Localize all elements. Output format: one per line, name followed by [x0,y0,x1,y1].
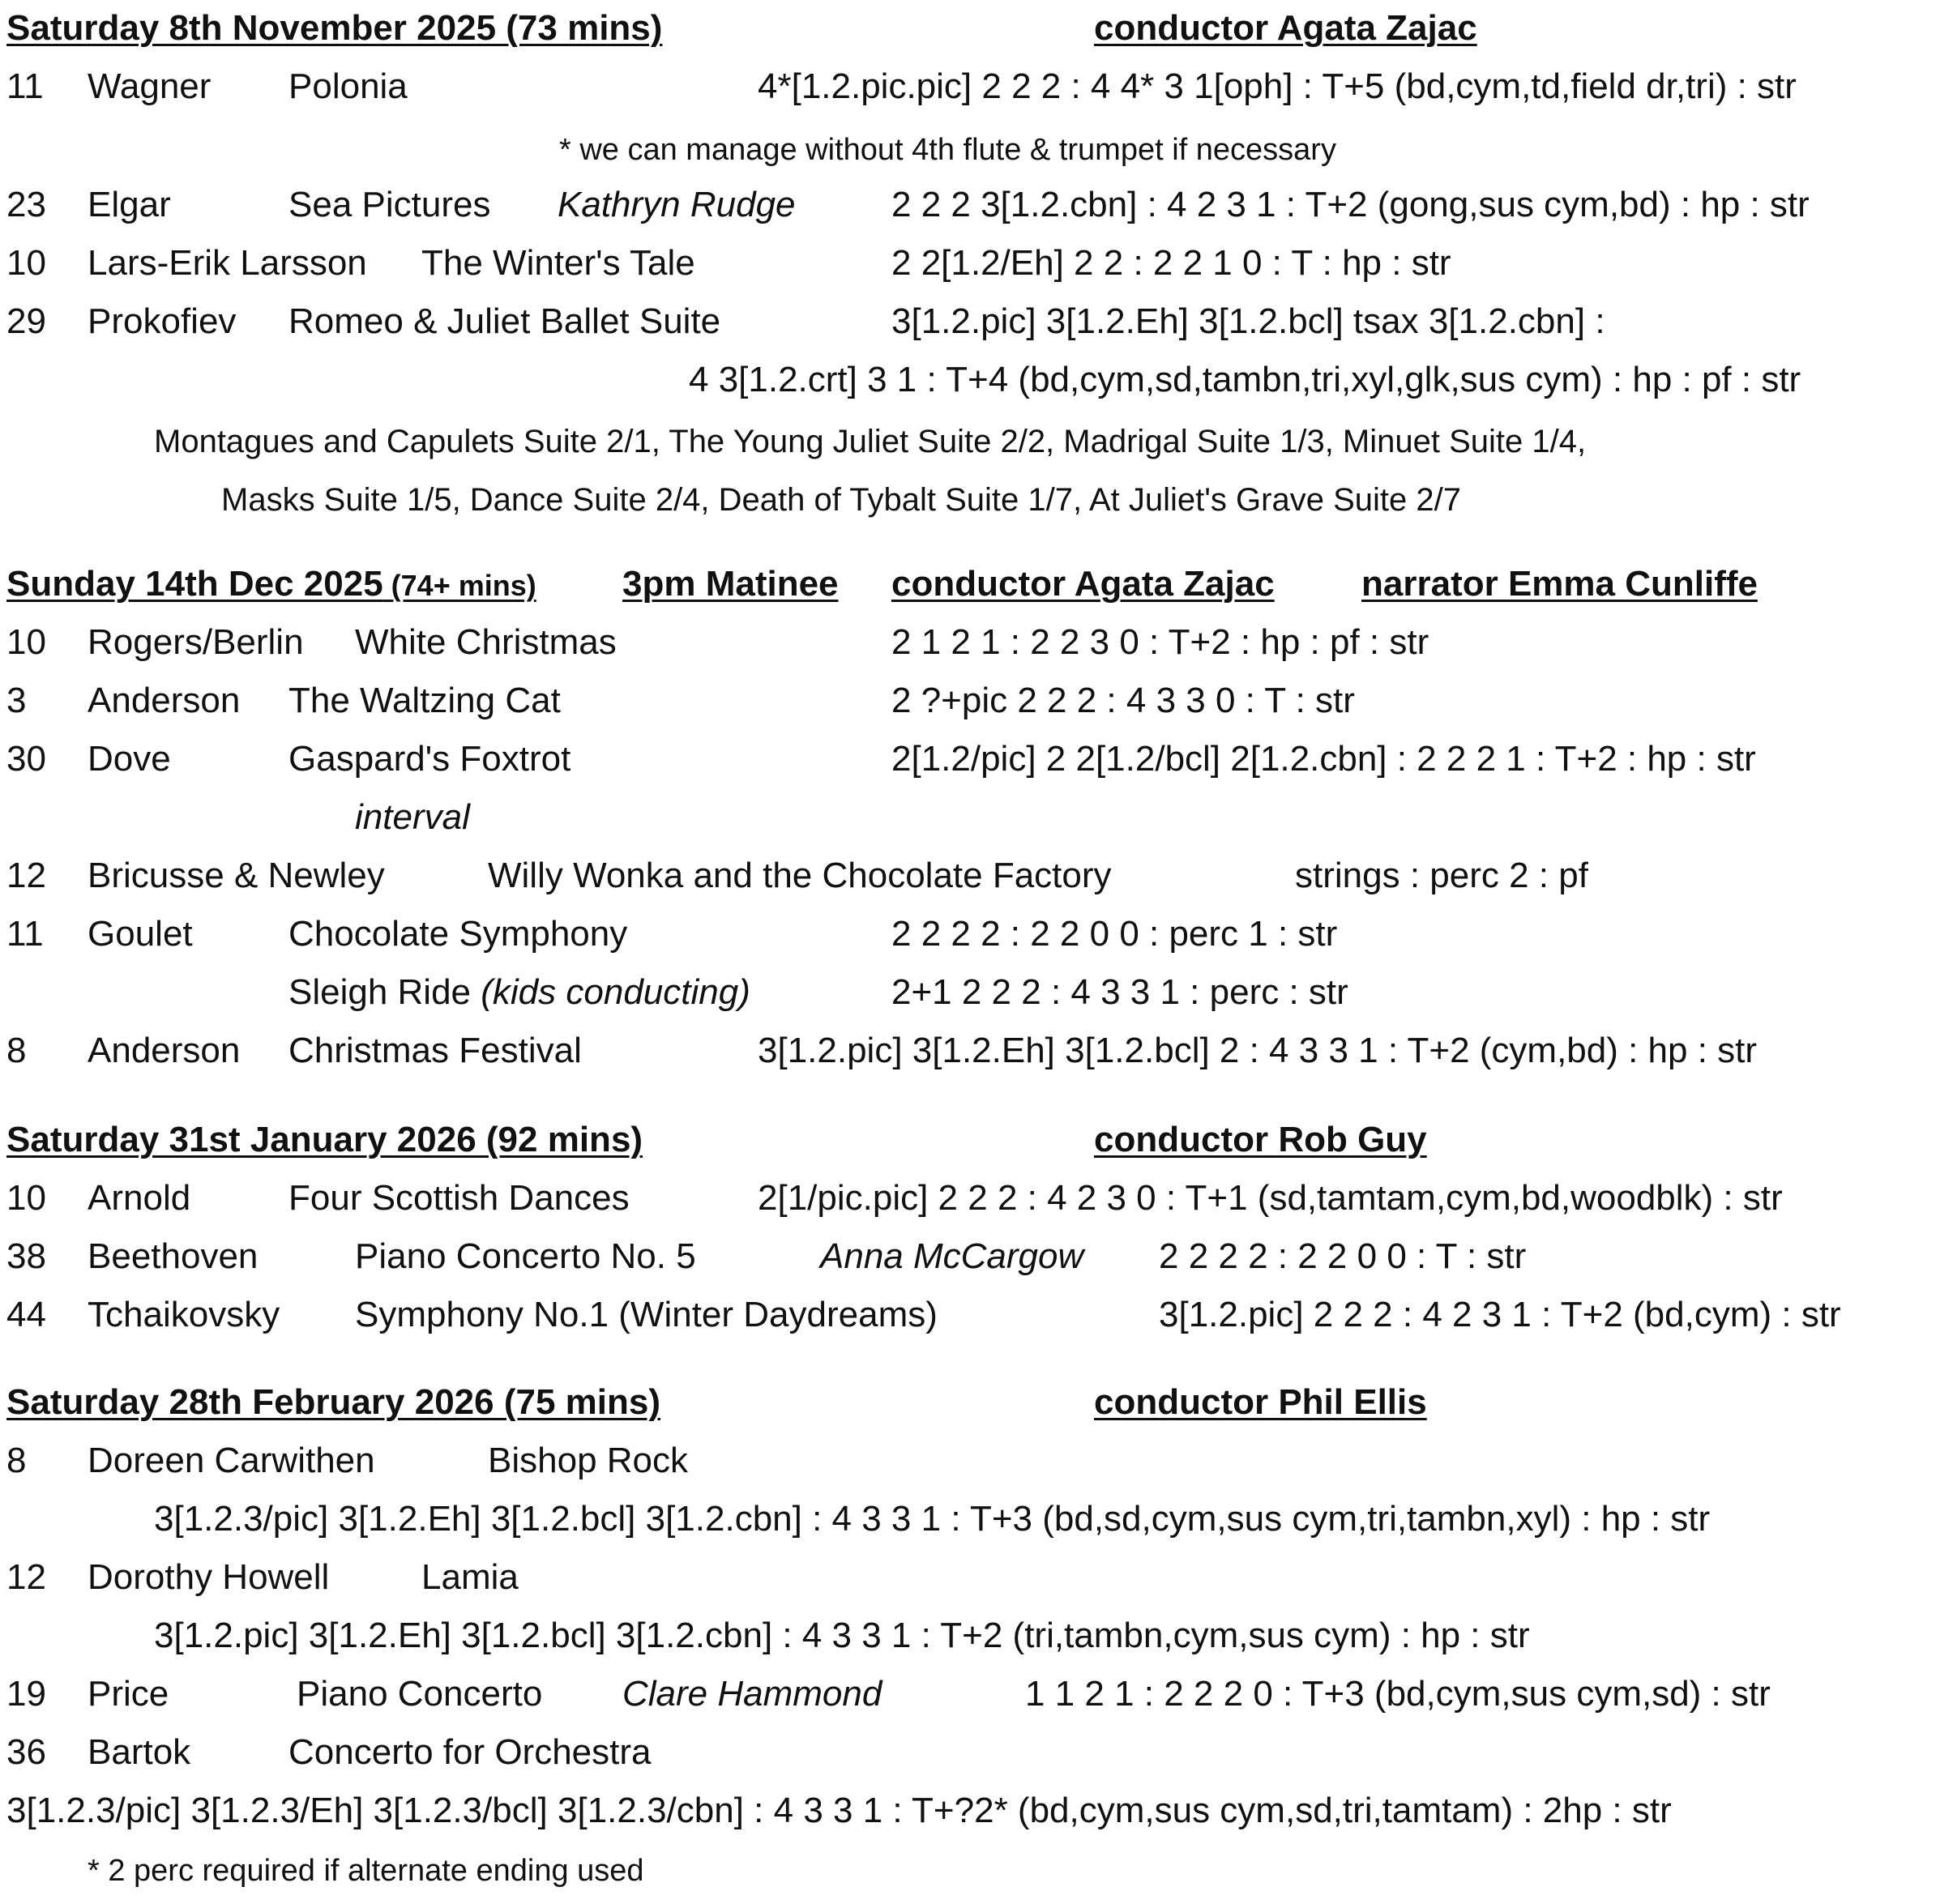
item-duration: 12 [6,1557,46,1597]
item-title: Concerto for Orchestra [288,1732,652,1772]
item-composer: Beethoven [88,1236,259,1276]
item-composer: Bricusse & Newley [88,856,385,895]
concert-2-header [6,562,536,608]
item-title: Sea Pictures [288,185,491,224]
item-composer: Elgar [88,185,171,224]
item-instrumentation: 3[1.2.pic] 3[1.2.Eh] 3[1.2.bcl] tsax 3[1.2.cbn] : [891,301,1605,341]
item-instrumentation: 2[1.2/pic] 2 2[1.2/bcl] 2[1.2.cbn] : 2 2 2 1 : T+2 : hp : str [891,739,1756,779]
item-duration: 44 [6,1295,46,1334]
item-composer: Anderson [88,1031,241,1070]
item-title: Chocolate Symphony [288,914,628,954]
item-composer: Dove [88,739,171,779]
item-composer: Wagner [88,66,212,106]
concert-4-header: Saturday 28th February 2026 (75 mins) [6,1382,660,1422]
item-duration: 29 [6,301,46,341]
concert-1-header: Saturday 8th November 2025 (73 mins) [6,8,663,48]
item-instrumentation: 3[1.2.pic] 3[1.2.Eh] 3[1.2.bcl] 2 : 4 3 3 1 : T+2 (cym,bd) : hp : str [758,1031,1758,1070]
item-instrumentation: 2 2 2 2 : 2 2 0 0 : perc 1 : str [891,914,1338,954]
item-title: Willy Wonka and the Chocolate Factory [488,856,1112,895]
concert-1-conductor: conductor Agata Zajac [1094,8,1477,48]
item-title: Piano Concerto No. 5 [355,1236,696,1276]
item-duration: 10 [6,622,46,662]
movements-line-1: Montagues and Capulets Suite 2/1, The Young Juliet Suite 2/2, Madrigal Suite 1/3, Minuet Suite 1/4, [154,424,1587,459]
concert-2-date: Sunday 14th Dec 2025 [6,564,383,604]
item-duration: 36 [6,1732,46,1772]
concert-1-note: * we can manage without 4th flute & trumpet if necessary [559,133,1336,167]
item-duration: 30 [6,739,46,779]
item-duration: 19 [6,1674,46,1714]
item-title-note: (kids conducting) [471,972,750,1012]
concert-2-length: (74+ mins) [382,569,536,602]
item-title: Piano Concerto [297,1674,543,1714]
concert-4-note: * 2 perc required if alternate ending used [88,1854,644,1888]
item-title: The Winter's Tale [421,243,695,283]
item-instrumentation: 2 2 2 2 : 2 2 0 0 : T : str [1159,1236,1527,1276]
item-duration: 3 [6,681,27,720]
item-composer: Price [88,1674,169,1714]
item-title-text: Sleigh Ride [288,972,472,1012]
item-composer: Arnold [88,1178,191,1218]
item-soloist: Anna McCargow [820,1236,1084,1276]
item-title: The Waltzing Cat [288,681,561,720]
concert-3-conductor: conductor Rob Guy [1094,1120,1427,1159]
item-title: Romeo & Juliet Ballet Suite [288,301,721,341]
item-instrumentation: 2 2 2 3[1.2.cbn] : 4 2 3 1 : T+2 (gong,sus cym,bd) : hp : str [891,185,1810,224]
item-composer: Tchaikovsky [88,1295,280,1334]
item-instrumentation: strings : perc 2 : pf [1295,856,1588,895]
item-composer: Anderson [88,681,241,720]
concert-2-matinee: 3pm Matinee [622,564,839,604]
concert-3-header: Saturday 31st January 2026 (92 mins) [6,1120,643,1159]
item-duration: 11 [6,914,44,954]
item-title [288,971,750,1014]
item-instrumentation: 3[1.2.3/pic] 3[1.2.3/Eh] 3[1.2.3/bcl] 3[1.2.3/cbn] : 4 3 3 1 : T+?2* (bd,cym,sus cym,sd,tri,tamtam) : 2hp : str [6,1791,1672,1830]
item-title: Symphony No.1 (Winter Daydreams) [355,1295,938,1334]
item-title: White Christmas [355,622,617,662]
item-composer: Dorothy Howell [88,1557,330,1597]
item-instrumentation: 3[1.2.pic] 3[1.2.Eh] 3[1.2.bcl] 3[1.2.cbn] : 4 3 3 1 : T+2 (tri,tambn,cym,sus cym) : hp : str [154,1616,1530,1655]
item-duration: 8 [6,1441,27,1480]
item-instrumentation: 2 ?+pic 2 2 2 : 4 3 3 0 : T : str [891,681,1355,720]
item-duration: 38 [6,1236,46,1276]
item-title: Four Scottish Dances [288,1178,630,1218]
item-title: Lamia [421,1557,519,1597]
item-composer: Bartok [88,1732,191,1772]
item-composer: Goulet [88,914,193,954]
item-title: Polonia [288,66,408,106]
item-duration: 12 [6,856,46,895]
item-title: Gaspard's Foxtrot [288,739,571,779]
item-duration: 8 [6,1031,27,1070]
item-soloist: Kathryn Rudge [558,185,796,224]
item-composer: Lars-Erik Larsson [88,243,367,283]
item-instrumentation: 2 2[1.2/Eh] 2 2 : 2 2 1 0 : T : hp : str [891,243,1451,283]
item-composer: Rogers/Berlin [88,622,304,662]
item-instrumentation: 3[1.2.pic] 2 2 2 : 4 2 3 1 : T+2 (bd,cym) : str [1159,1295,1841,1334]
item-instrumentation: 2+1 2 2 2 : 4 3 3 1 : perc : str [891,972,1348,1012]
item-instrumentation: 1 1 2 1 : 2 2 2 0 : T+3 (bd,cym,sus cym,sd) : str [1025,1674,1771,1714]
item-instrumentation: 2 1 2 1 : 2 2 3 0 : T+2 : hp : pf : str [891,622,1429,662]
concert-4-conductor: conductor Phil Ellis [1094,1382,1427,1422]
item-instrumentation: 4*[1.2.pic.pic] 2 2 2 : 4 4* 3 1[oph] : T+5 (bd,cym,td,field dr,tri) : str [758,66,1797,106]
item-duration: 10 [6,1178,46,1218]
item-duration: 11 [6,66,44,106]
item-title: Bishop Rock [488,1441,689,1480]
item-composer: Doreen Carwithen [88,1441,375,1480]
concert-2-narrator: narrator Emma Cunliffe [1361,564,1758,604]
concert-2-conductor: conductor Agata Zajac [891,564,1275,604]
movements-line-2: Masks Suite 1/5, Dance Suite 2/4, Death of Tybalt Suite 1/7, At Juliet's Grave Suite 2/7 [221,482,1461,518]
item-instrumentation: 2[1/pic.pic] 2 2 2 : 4 2 3 0 : T+1 (sd,tamtam,cym,bd,woodblk) : str [758,1178,1783,1218]
item-instrumentation-continued: 4 3[1.2.crt] 3 1 : T+4 (bd,cym,sd,tambn,tri,xyl,glk,sus cym) : hp : pf : str [689,360,1801,399]
item-duration: 23 [6,185,46,224]
item-soloist: Clare Hammond [622,1674,882,1714]
item-composer: Prokofiev [88,301,237,341]
item-instrumentation: 3[1.2.3/pic] 3[1.2.Eh] 3[1.2.bcl] 3[1.2.cbn] : 4 3 3 1 : T+3 (bd,sd,cym,sus cym,tri,tambn,xyl) : hp : str [154,1499,1711,1539]
item-duration: 10 [6,243,46,283]
item-title: Christmas Festival [288,1031,582,1070]
interval-label: interval [355,797,470,837]
